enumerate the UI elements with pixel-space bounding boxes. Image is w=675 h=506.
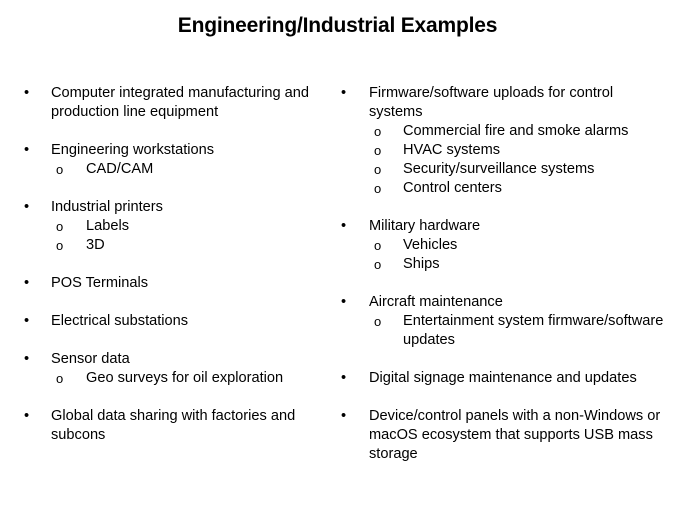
sub-bullet-icon: o	[374, 181, 382, 196]
bullet-icon: •	[24, 85, 30, 101]
sub-list-item-label: Labels	[86, 218, 130, 234]
sub-list-item-label: HVAC systems	[403, 142, 501, 158]
list-item-label: Sensor data	[51, 351, 130, 367]
left-column	[0, 84, 320, 464]
sub-bullet-icon: o	[374, 162, 382, 177]
list-item	[0, 274, 320, 293]
list-item-label: Device/control panels with a non-Windows or macOS ecosystem that supports USB mass storage	[369, 408, 661, 462]
sub-list-item-label: Entertainment system firmware/software updates	[403, 313, 664, 348]
sub-bullet-icon: o	[374, 143, 382, 158]
bullet-icon: •	[24, 313, 30, 329]
sub-list-item-label: Security/surveillance systems	[403, 161, 595, 177]
sub-bullet-icon: o	[56, 371, 64, 386]
bullet-icon: •	[24, 199, 30, 215]
list-item-label: Global data sharing with factories and subcons	[51, 408, 296, 443]
list-item-label: Aircraft maintenance	[369, 294, 503, 310]
list-item	[336, 407, 666, 464]
sub-list-item	[51, 217, 320, 236]
bullet-icon: •	[24, 351, 30, 367]
sub-list-item-label: Vehicles	[403, 237, 458, 253]
bullet-icon: •	[341, 294, 347, 310]
list-item-label: Electrical substations	[51, 313, 189, 329]
sub-list-item-label: Geo surveys for oil exploration	[86, 370, 284, 386]
sub-list-item	[369, 141, 666, 160]
list-item-label: Firmware/software uploads for control systems	[369, 85, 614, 120]
slide-title: Engineering/Industrial Examples	[177, 14, 498, 37]
list-item-label: Computer integrated manufacturing and production line equipment	[51, 85, 309, 120]
bullet-icon: •	[341, 370, 347, 386]
sub-list-item-label: 3D	[86, 237, 105, 253]
sub-bullet-icon: o	[374, 238, 382, 253]
list-item	[0, 141, 320, 179]
sub-list-item	[369, 160, 666, 179]
list-item	[0, 350, 320, 388]
sub-bullet-icon: o	[374, 314, 382, 329]
list-item-label: Industrial printers	[51, 199, 163, 215]
bullet-icon: •	[341, 408, 347, 424]
right-column	[336, 84, 666, 483]
list-item	[0, 198, 320, 255]
list-item	[0, 84, 320, 122]
list-item-label: Digital signage maintenance and updates	[369, 370, 637, 386]
bullet-icon: •	[24, 275, 30, 291]
sub-list-item	[369, 255, 666, 274]
sub-list-item	[51, 236, 320, 255]
list-item	[336, 84, 666, 198]
bullet-icon: •	[24, 408, 30, 424]
sub-list-item-label: Commercial fire and smoke alarms	[403, 123, 629, 139]
list-item-label: Engineering workstations	[51, 142, 215, 158]
sub-list-item	[369, 179, 666, 198]
sub-list-item	[369, 312, 666, 350]
sub-bullet-icon: o	[374, 124, 382, 139]
list-item-label: Military hardware	[369, 218, 481, 234]
sub-list-item-label: Ships	[403, 256, 440, 272]
bullet-icon: •	[24, 142, 30, 158]
list-item	[336, 217, 666, 274]
sub-list-item	[369, 236, 666, 255]
sub-bullet-icon: o	[56, 219, 64, 234]
sub-bullet-icon: o	[56, 238, 64, 253]
list-item	[0, 407, 320, 445]
sub-list-item-label: CAD/CAM	[86, 161, 154, 177]
sub-list-item	[51, 160, 320, 179]
list-item	[336, 369, 666, 388]
list-item	[0, 312, 320, 331]
bullet-icon: •	[341, 85, 347, 101]
sub-list-item-label: Control centers	[403, 180, 502, 196]
list-item	[336, 293, 666, 350]
bullet-icon: •	[341, 218, 347, 234]
sub-list-item	[51, 369, 320, 388]
list-item-label: POS Terminals	[51, 275, 149, 291]
sub-bullet-icon: o	[374, 257, 382, 272]
sub-bullet-icon: o	[56, 162, 64, 177]
sub-list-item	[369, 122, 666, 141]
